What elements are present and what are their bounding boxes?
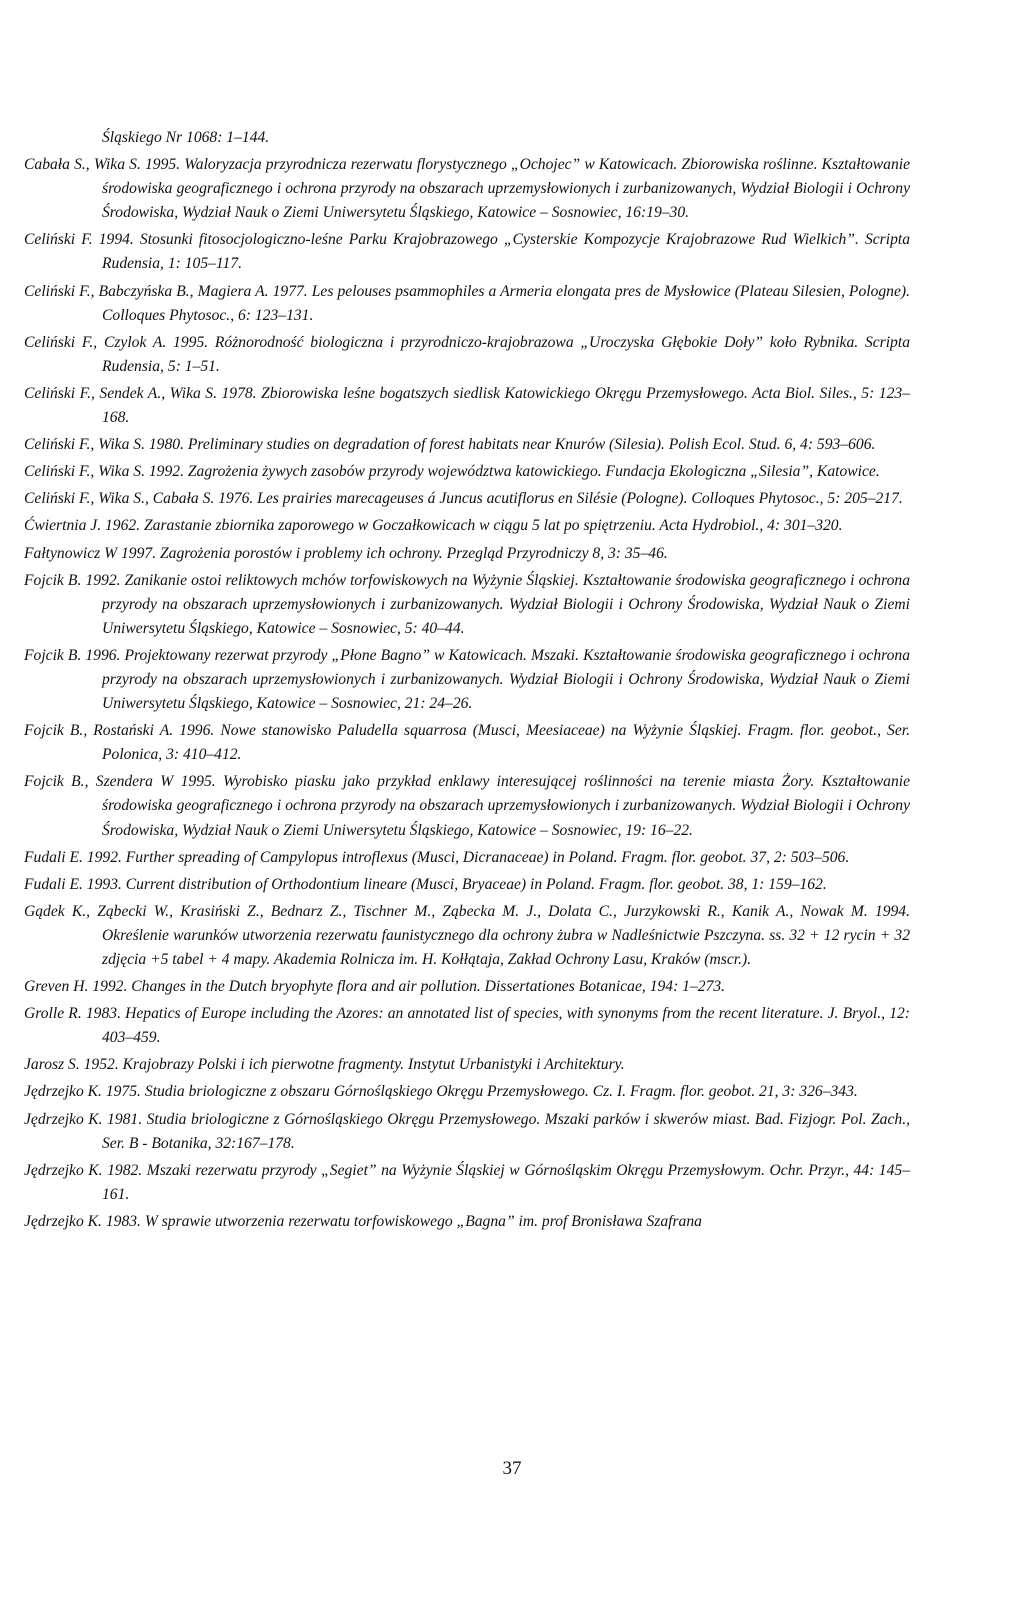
reference-entry: Fudali E. 1992. Further spreading of Campylopus introflexus (Musci, Dicranaceae) in Poland. Fragm. flor. geobot. 37, 2: 503–506. — [24, 848, 850, 866]
reference-entry: Gądek K., Ząbecki W., Krasiński Z., Bednarz Z., Tischner M., Ząbecka M. J., Dolata C., Jurzykowski R., Kanik A., Nowak M. 1994. Określenie warunków utworzenia rezerwatu faunistycznego dla ochrony żubra w Nadleśnictwie Pszczyna. ss. 32 + 12 rycin + 32 zdjęcia +5 tabel + 4 mapy. Akademia Rolnicza im. H. Kołłątaja, Zakład Ochrony Lasu, Kraków (mscr.). — [24, 902, 910, 968]
reference-entry: Fojcik B., Szendera W 1995. Wyrobisko piasku jako przykład enklawy interesującej roślinności na terenie miasta Żory. Kształtowanie środowiska geograficznego i ochrona przyrody na obszarach uprzemysłowionych i zurbanizowanych. Wydział Biologii i Ochrony Środowiska, Wydział Nauk o Ziemi Uniwersytetu Śląskiego, Katowice – Sosnowiec, 19: 16–22. — [24, 773, 910, 839]
reference-entry: Celiński F., Wika S. 1980. Preliminary studies on degradation of forest habitats near Knurów (Silesia). Polish Ecol. Stud. 6, 4: 593–606. — [24, 436, 876, 454]
reference-entry: Jędrzejko K. 1975. Studia briologiczne z obszaru Górnośląskiego Okręgu Przemysłowego. Cz. I. Fragm. flor. geobot. 21, 3: 326–343. — [24, 1083, 858, 1101]
reference-list — [24, 126, 910, 1237]
reference-entry: Celiński F., Czylok A. 1995. Różnorodność biologiczna i przyrodniczo-krajobrazowa „Uroczyska Głębokie Doły” koło Rybnika. Scripta Rudensia, 5: 1–51. — [24, 333, 910, 375]
reference-entry: Cabała S., Wika S. 1995. Waloryzacja przyrodnicza rezerwatu florystycznego „Ochojec” w Katowicach. Zbiorowiska roślinne. Kształtowanie środowiska geograficznego i ochrona przyrody na obszarach uprzemysłowionych i zurbanizowanych, Wydział Biologii i Ochrony Środowiska, Wydział Nauk o Ziemi Uniwersytetu Śląskiego, Katowice – Sosnowiec, 16:19–30. — [24, 156, 910, 222]
reference-entry: Fojcik B. 1992. Zanikanie ostoi reliktowych mchów torfowiskowych na Wyżynie Śląskiej. Kształtowanie środowiska geograficznego i ochrona przyrody na obszarach uprzemysłowionych i zurbanizowanych. Wydział Biologii i Ochrony Środowiska, Wydział Nauk o Ziemi Uniwersytetu Śląskiego, Katowice – Sosnowiec, 5: 40–44. — [24, 571, 910, 637]
reference-entry: Fałtynowicz W 1997. Zagrożenia porostów i problemy ich ochrony. Przegląd Przyrodniczy 8, 3: 35–46. — [24, 544, 668, 562]
reference-entry: Celiński F., Wika S. 1992. Zagrożenia żywych zasobów przyrody województwa katowickiego. Fundacja Ekologiczna „Silesia”, Katowice. — [24, 463, 880, 481]
reference-entry: Jarosz S. 1952. Krajobrazy Polski i ich pierwotne fragmenty. Instytut Urbanistyki i Architektury. — [24, 1056, 625, 1074]
reference-entry: Jędrzejko K. 1981. Studia briologiczne z Górnośląskiego Okręgu Przemysłowego. Mszaki parków i skwerów miast. Bad. Fizjogr. Pol. Zach., Ser. B - Botanika, 32:167–178. — [24, 1110, 910, 1152]
reference-entry: Ćwiertnia J. 1962. Zarastanie zbiornika zaporowego w Goczałkowicach w ciągu 5 lat po spiętrzeniu. Acta Hydrobiol., 4: 301–320. — [24, 517, 843, 535]
reference-entry: Celiński F., Sendek A., Wika S. 1978. Zbiorowiska leśne bogatszych siedlisk Katowickiego Okręgu Przemysłowego. Acta Biol. Siles., 5: 123–168. — [24, 384, 910, 427]
reference-entry: Śląskiego Nr 1068: 1–144. — [102, 129, 270, 146]
reference-entry: Jędrzejko K. 1983. W sprawie utworzenia rezerwatu torfowiskowego „Bagna” im. prof Bronisława Szafrana — [24, 1212, 702, 1230]
reference-entry: Grolle R. 1983. Hepatics of Europe including the Azores: an annotated list of species, with synonyms from the recent literature. J. Bryol., 12: 403–459. — [24, 1005, 910, 1047]
reference-entry: Jędrzejko K. 1982. Mszaki rezerwatu przyrody „Segiet” na Wyżynie Śląskiej w Górnośląskim Okręgu Przemysłowym. Ochr. Przyr., 44: 145–161. — [24, 1161, 910, 1203]
reference-entry: Fudali E. 1993. Current distribution of Orthodontium lineare (Musci, Bryaceae) in Poland. Fragm. flor. geobot. 38, 1: 159–162. — [24, 875, 827, 893]
reference-entry: Celiński F., Babczyńska B., Magiera A. 1977. Les pelouses psammophiles a Armeria elongata pres de Mysłowice (Plateau Silesien, Pologne). Colloques Phytosoc., 6: 123–131. — [24, 282, 910, 324]
reference-entry: Fojcik B. 1996. Projektowany rezerwat przyrody „Płone Bagno” w Katowicach. Mszaki. Kształtowanie środowiska geograficznego i ochrona przyrody na obszarach uprzemysłowionych i zurbanizowanych. Wydział Biologii i Ochrony Środowiska, Wydział Nauk o Ziemi Uniwersytetu Śląskiego, Katowice – Sosnowiec, 21: 24–26. — [24, 646, 910, 713]
reference-entry: Celiński F. 1994. Stosunki fitosocjologiczno-leśne Parku Krajobrazowego „Cysterskie Kompozycje Krajobrazowe Rud Wielkich”. Scripta Rudensia, 1: 105–117. — [24, 231, 910, 273]
reference-entry: Fojcik B., Rostański A. 1996. Nowe stanowisko Paludella squarrosa (Musci, Meesiaceae) na Wyżynie Śląskiej. Fragm. flor. geobot., Ser. Polonica, 3: 410–412. — [24, 722, 910, 764]
reference-entry: Celiński F., Wika S., Cabała S. 1976. Les prairies marecageuses á Juncus acutiflorus en Silésie (Pologne). Colloques Phytosoc., 5: 205–217. — [24, 490, 903, 508]
page-number: 37 — [502, 1458, 522, 1479]
reference-entry: Greven H. 1992. Changes in the Dutch bryophyte flora and air pollution. Dissertationes Botanicae, 194: 1–273. — [24, 978, 726, 996]
